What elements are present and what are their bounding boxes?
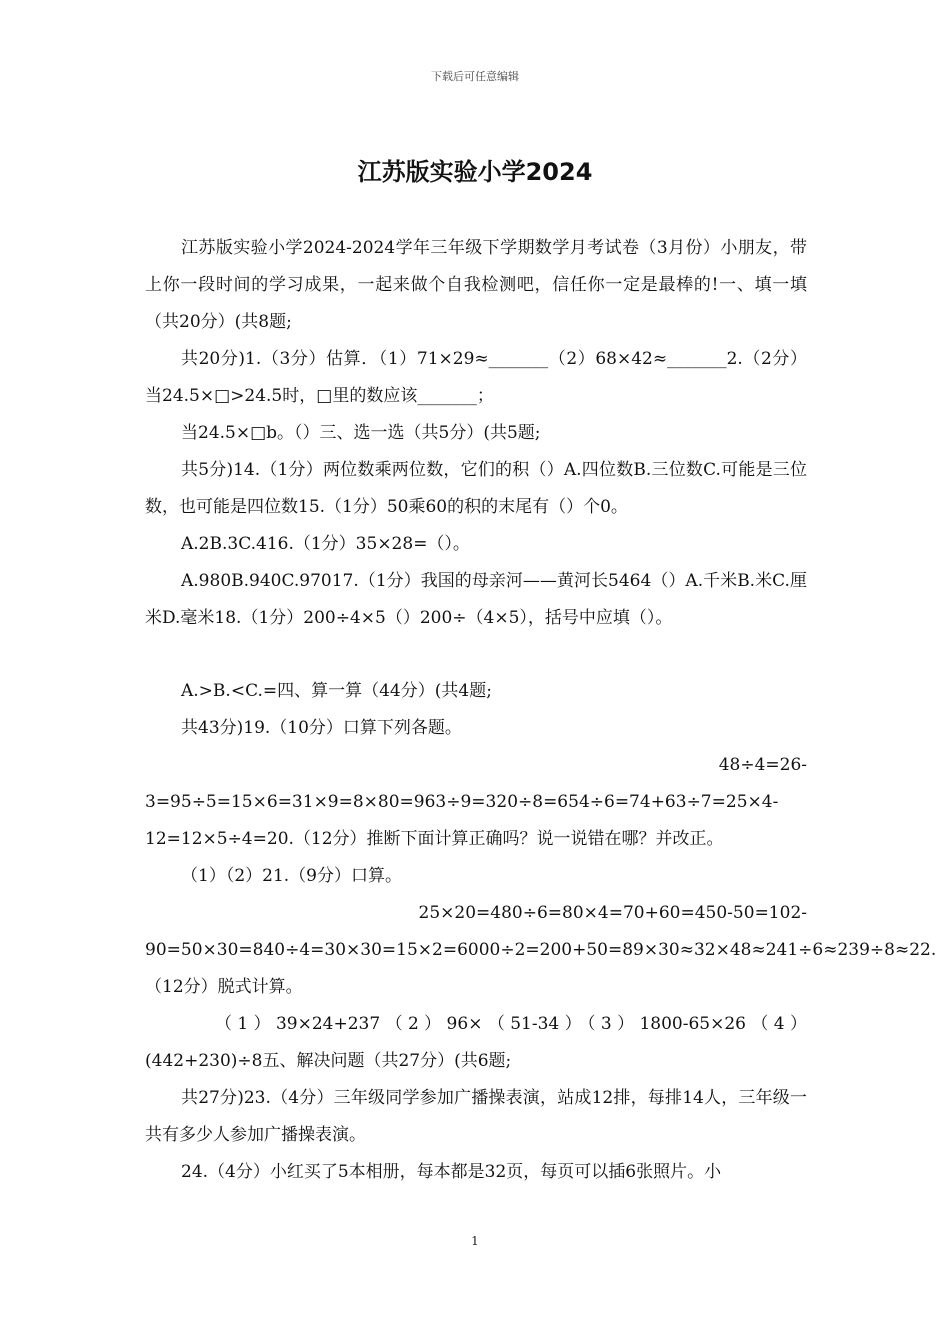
- paragraph: 48÷4=26-: [718, 755, 807, 775]
- document-body: [145, 230, 937, 1191]
- header-note: 下载后可任意编辑: [431, 70, 519, 83]
- paragraph: 共43分)19.（10分）口算下列各题。: [181, 718, 462, 738]
- paragraph: 共5分)14.（1分）两位数乘两位数，它们的积（）A.四位数B.三位数C.可能是三位数，也可能是四位数15.（1分）50乘60的积的末尾有（）个0。: [145, 460, 807, 517]
- paragraph: 25×20=480÷6=80×4=70+60=450-50=102-: [418, 903, 807, 923]
- paragraph: 当24.5×□b。（）三、选一选（共5分）(共5题;: [181, 423, 541, 443]
- paragraph: 90=50×30=840÷4=30×30=15×2=6000÷2=200+50=89×30≈32×48≈241÷6≈239÷8≈22.（12分）脱式计算。: [145, 940, 937, 997]
- paragraph: 共20分)1.（3分）估算．（1）71×29≈_______（2）68×42≈_______2.（2分）当24.5×□>24.5时，□里的数应该_______；: [145, 349, 807, 406]
- paragraph: A.>B.<C.=四、算一算（44分）(共4题;: [181, 681, 492, 701]
- paragraph: （1）（2）21.（9分）口算。: [181, 866, 402, 886]
- paragraph: A.2B.3C.416.（1分）35×28=（）。: [181, 534, 470, 554]
- paragraph: （1）39×24+237（2）96×（51-34）（3）1800-65×26（4）(442+230)÷8五、解决问题（共27分）(共6题;: [145, 1014, 807, 1071]
- paragraph: A.980B.940C.97017.（1分）我国的母亲河——黄河长5464（）A.千米B.米C.厘米D.毫米18.（1分）200÷4×5（）200÷（4×5），括号中应填（）。: [145, 571, 807, 628]
- paragraph-gap: [145, 637, 807, 673]
- document-title: 江苏版实验小学2024: [357, 158, 593, 186]
- paragraph: 3=95÷5=15×6=31×9=8×80=963÷9=320÷8=654÷6=74+63÷7=25×4-12=12×5÷4=20.（12分）推断下面计算正确吗？说一说错在哪？并改正。: [145, 792, 779, 849]
- page-number: 1: [471, 1234, 479, 1248]
- paragraph: 24.（4分）小红买了5本相册，每本都是32页，每页可以插6张照片。小: [181, 1162, 722, 1182]
- paragraph: 共27分)23.（4分）三年级同学参加广播操表演，站成12排，每排14人，三年级一共有多少人参加广播操表演。: [145, 1088, 807, 1145]
- paragraph: 江苏版实验小学2024-2024学年三年级下学期数学月考试卷（3月份）小朋友，带上你一段时间的学习成果，一起来做个自我检测吧，信任你一定是最棒的!一、填一填（共20分）(共8题;: [145, 238, 807, 332]
